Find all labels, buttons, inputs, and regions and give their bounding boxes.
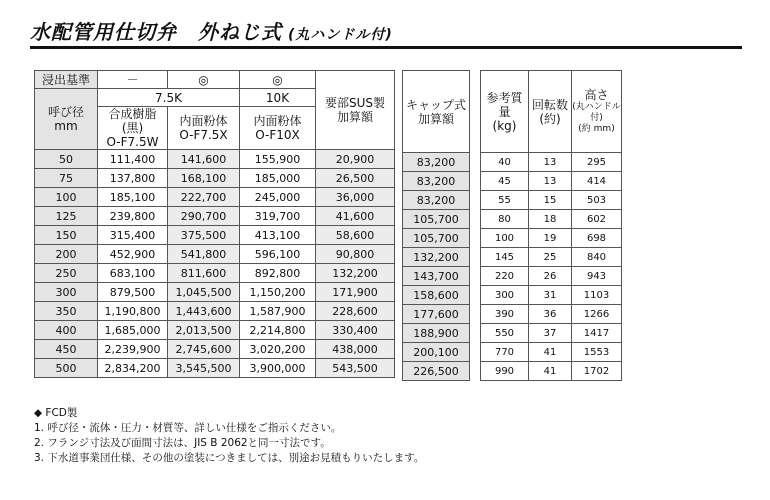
note-material: ◆ FCD製	[34, 407, 78, 419]
height-cell: 1553	[572, 343, 622, 362]
turns-cell: 37	[529, 324, 572, 343]
mass-cell: 770	[481, 343, 529, 362]
sus-cell: 438,000	[316, 340, 395, 359]
price-w-cell: 452,900	[98, 245, 168, 264]
price-x75-cell: 1,045,500	[168, 283, 240, 302]
cap-cell: 83,200	[403, 153, 470, 172]
table-row	[481, 248, 622, 267]
turns-cell: 31	[529, 286, 572, 305]
table-row	[403, 172, 470, 191]
size-cell: 75	[35, 169, 98, 188]
sus-cell: 132,200	[316, 264, 395, 283]
height-cell: 1417	[572, 324, 622, 343]
price-x10-cell: 892,800	[240, 264, 316, 283]
price-w-cell: 315,400	[98, 226, 168, 245]
notes	[34, 406, 424, 466]
price-x75-cell: 168,100	[168, 169, 240, 188]
price-w-cell: 2,834,200	[98, 359, 168, 378]
table-row	[35, 169, 395, 188]
price-x10-cell: 319,700	[240, 207, 316, 226]
size-cell: 200	[35, 245, 98, 264]
turns-cell: 13	[529, 153, 572, 172]
price-x75-cell: 3,545,500	[168, 359, 240, 378]
turns-cell: 41	[529, 362, 572, 381]
note-1: 1. 呼び径・流体・圧力・材質等、詳しい仕様をご指示ください。	[34, 422, 342, 434]
cap-cell: 177,600	[403, 305, 470, 324]
sus-cell: 330,400	[316, 321, 395, 340]
price-x10-cell: 413,100	[240, 226, 316, 245]
title-block	[30, 14, 742, 52]
height-cell: 840	[572, 248, 622, 267]
size-cell: 350	[35, 302, 98, 321]
mass-cell: 145	[481, 248, 529, 267]
title-underline	[30, 46, 742, 49]
mass-cell: 550	[481, 324, 529, 343]
turns-cell: 18	[529, 210, 572, 229]
mass-header: 参考質量 (kg)	[481, 71, 529, 153]
mass-cell: 990	[481, 362, 529, 381]
cap-cell: 188,900	[403, 324, 470, 343]
price-w-cell: 2,239,900	[98, 340, 168, 359]
price-w-cell: 185,100	[98, 188, 168, 207]
group-7-5k: 7.5K	[98, 89, 240, 107]
table-row	[481, 324, 622, 343]
table-row	[403, 362, 470, 381]
table-row	[35, 264, 395, 283]
height-cell: 602	[572, 210, 622, 229]
table-row	[403, 191, 470, 210]
leach-standard-label: 浸出基準	[35, 71, 98, 89]
table-row	[481, 343, 622, 362]
mass-cell: 55	[481, 191, 529, 210]
sus-cell: 543,500	[316, 359, 395, 378]
cap-cell: 143,700	[403, 267, 470, 286]
size-cell: 300	[35, 283, 98, 302]
table-row	[403, 248, 470, 267]
turns-cell: 15	[529, 191, 572, 210]
price-x75-cell: 1,443,600	[168, 302, 240, 321]
table-row	[35, 245, 395, 264]
cap-cell: 105,700	[403, 229, 470, 248]
spec-table	[480, 70, 622, 381]
sus-cell: 36,000	[316, 188, 395, 207]
price-w-cell: 879,500	[98, 283, 168, 302]
mass-cell: 220	[481, 267, 529, 286]
height-header-label: 高さ	[584, 87, 609, 102]
mark-w: －	[98, 71, 168, 89]
size-cell: 100	[35, 188, 98, 207]
table-row	[481, 267, 622, 286]
price-x75-cell: 541,800	[168, 245, 240, 264]
note-2: 2. フランジ寸法及び面間寸法は、JIS B 2062と同一寸法です。	[34, 437, 331, 449]
turns-cell: 26	[529, 267, 572, 286]
height-header-sub: (丸ハンドル付) (約 mm)	[572, 101, 621, 134]
size-cell: 150	[35, 226, 98, 245]
price-x75-cell: 375,500	[168, 226, 240, 245]
table-row	[35, 283, 395, 302]
size-cell: 50	[35, 150, 98, 169]
height-cell: 1266	[572, 305, 622, 324]
cap-cell: 83,200	[403, 172, 470, 191]
height-header	[572, 71, 622, 153]
size-label-cell: 呼び径 mm	[35, 89, 98, 150]
cap-cell: 83,200	[403, 191, 470, 210]
height-cell: 943	[572, 267, 622, 286]
table-row	[481, 191, 622, 210]
size-cell: 500	[35, 359, 98, 378]
mass-cell: 100	[481, 229, 529, 248]
table-row	[35, 321, 395, 340]
subheader-x75: 内面粉体 O-F7.5X	[168, 107, 240, 150]
price-w-cell: 683,100	[98, 264, 168, 283]
cap-cell: 132,200	[403, 248, 470, 267]
height-cell: 295	[572, 153, 622, 172]
sus-cell: 58,600	[316, 226, 395, 245]
group-10k: 10K	[240, 89, 316, 107]
size-cell: 125	[35, 207, 98, 226]
mass-cell: 390	[481, 305, 529, 324]
table-row	[481, 305, 622, 324]
size-cell: 450	[35, 340, 98, 359]
turns-cell: 36	[529, 305, 572, 324]
price-x75-cell: 2,745,600	[168, 340, 240, 359]
cap-table	[402, 70, 470, 381]
price-x10-cell: 3,020,200	[240, 340, 316, 359]
table-row	[35, 150, 395, 169]
price-x10-cell: 185,000	[240, 169, 316, 188]
size-cell: 250	[35, 264, 98, 283]
table-row	[35, 302, 395, 321]
page-title	[30, 16, 393, 45]
mass-cell: 45	[481, 172, 529, 191]
mass-cell: 80	[481, 210, 529, 229]
table-row	[403, 210, 470, 229]
sus-cell: 90,800	[316, 245, 395, 264]
cap-header: キャップ式 加算額	[403, 71, 470, 153]
subheader-w: 合成樹脂(黒) O-F7.5W	[98, 107, 168, 150]
price-x75-cell: 222,700	[168, 188, 240, 207]
price-x10-cell: 2,214,800	[240, 321, 316, 340]
table-row	[403, 286, 470, 305]
price-x10-cell: 1,150,200	[240, 283, 316, 302]
mark-x75: ◎	[168, 71, 240, 89]
table-row	[403, 324, 470, 343]
sus-cell: 228,600	[316, 302, 395, 321]
sus-cell: 171,900	[316, 283, 395, 302]
table-row	[481, 172, 622, 191]
table-row	[403, 305, 470, 324]
mass-cell: 40	[481, 153, 529, 172]
price-w-cell: 137,800	[98, 169, 168, 188]
price-w-cell: 111,400	[98, 150, 168, 169]
height-cell: 414	[572, 172, 622, 191]
table-row	[35, 226, 395, 245]
table-row	[403, 267, 470, 286]
sus-header: 要部SUS製 加算額	[316, 71, 395, 150]
price-w-cell: 239,800	[98, 207, 168, 226]
mark-x10: ◎	[240, 71, 316, 89]
height-cell: 503	[572, 191, 622, 210]
turns-cell: 13	[529, 172, 572, 191]
price-x10-cell: 596,100	[240, 245, 316, 264]
table-row	[35, 207, 395, 226]
turns-cell: 41	[529, 343, 572, 362]
price-x10-cell: 245,000	[240, 188, 316, 207]
price-w-cell: 1,190,800	[98, 302, 168, 321]
cap-cell: 105,700	[403, 210, 470, 229]
price-w-cell: 1,685,000	[98, 321, 168, 340]
sus-cell: 26,500	[316, 169, 395, 188]
price-x10-cell: 1,587,900	[240, 302, 316, 321]
table-row	[481, 153, 622, 172]
table-row	[35, 188, 395, 207]
table-row	[481, 362, 622, 381]
table-row	[403, 343, 470, 362]
height-cell: 698	[572, 229, 622, 248]
table-row	[481, 229, 622, 248]
price-x75-cell: 290,700	[168, 207, 240, 226]
price-table	[34, 70, 395, 378]
price-x75-cell: 141,600	[168, 150, 240, 169]
cap-cell: 158,600	[403, 286, 470, 305]
note-3: 3. 下水道事業団仕様、その他の塗装につきましては、別途お見積もりいたします。	[34, 452, 425, 464]
price-x10-cell: 155,900	[240, 150, 316, 169]
subheader-x10: 内面粉体 O-F10X	[240, 107, 316, 150]
table-row	[35, 359, 395, 378]
price-x75-cell: 2,013,500	[168, 321, 240, 340]
table-row	[481, 286, 622, 305]
cap-cell: 200,100	[403, 343, 470, 362]
mass-cell: 300	[481, 286, 529, 305]
price-x10-cell: 3,900,000	[240, 359, 316, 378]
sus-cell: 20,900	[316, 150, 395, 169]
table-row	[35, 340, 395, 359]
height-cell: 1103	[572, 286, 622, 305]
size-cell: 400	[35, 321, 98, 340]
table-row	[403, 153, 470, 172]
page-title-sub: (丸ハンドル付)	[288, 27, 393, 43]
page-title-main: 水配管用仕切弁 外ねじ式	[30, 20, 282, 44]
table-row	[403, 229, 470, 248]
sus-cell: 41,600	[316, 207, 395, 226]
turns-cell: 25	[529, 248, 572, 267]
turns-cell: 19	[529, 229, 572, 248]
cap-cell: 226,500	[403, 362, 470, 381]
turns-header: 回転数 (約)	[529, 71, 572, 153]
table-row	[481, 210, 622, 229]
height-cell: 1702	[572, 362, 622, 381]
price-x75-cell: 811,600	[168, 264, 240, 283]
